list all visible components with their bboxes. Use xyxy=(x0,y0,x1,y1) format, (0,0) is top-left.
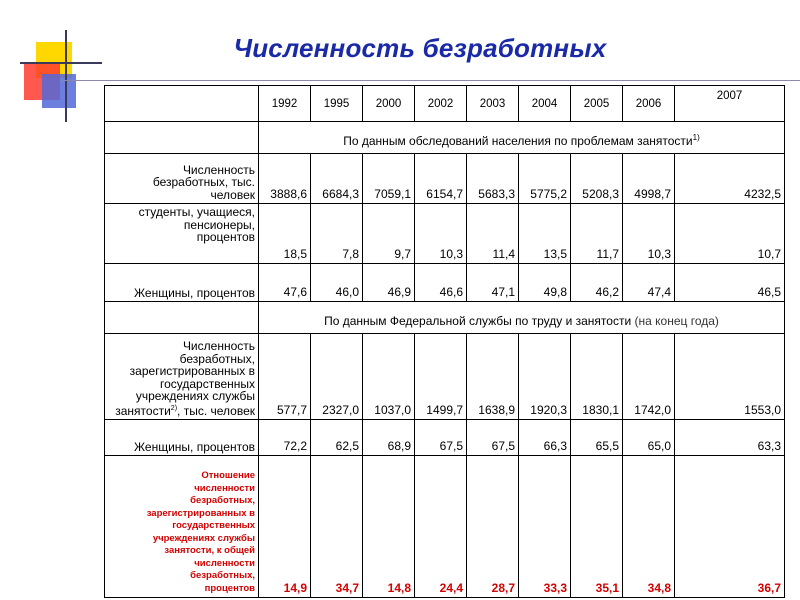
table-cell: 1037,0 xyxy=(363,334,415,420)
table-cell: 72,2 xyxy=(259,420,311,456)
row-label-line: государственных xyxy=(159,376,255,391)
year-header: 2005 xyxy=(571,86,623,122)
row-label-line: процентов xyxy=(204,582,255,594)
table-cell: 14,9 xyxy=(259,456,311,598)
row-label-line: государственных xyxy=(172,520,255,531)
table-row xyxy=(105,154,785,204)
table-cell: 46,5 xyxy=(675,264,785,302)
row-label-line: учреждениях службы xyxy=(152,532,255,544)
table-cell: 66,3 xyxy=(519,420,571,456)
table-row xyxy=(105,204,785,264)
row-label-line: занятости xyxy=(115,403,171,418)
table-row-highlight xyxy=(105,456,785,598)
row-label-line: Численность xyxy=(182,162,255,177)
section-survey-row xyxy=(105,122,785,154)
table-cell: 18,5 xyxy=(259,204,311,264)
table-cell: 67,5 xyxy=(467,420,519,456)
table-cell: 36,7 xyxy=(675,456,785,598)
table-cell: 11,4 xyxy=(467,204,519,264)
table-cell: 35,1 xyxy=(571,456,623,598)
section-title-suffix: (на конец года) xyxy=(634,314,719,328)
row-label-line: , тыс. человек xyxy=(177,403,255,418)
table-cell: 47,6 xyxy=(259,264,311,302)
table-cell: 4232,5 xyxy=(675,154,785,204)
table-cell: 24,4 xyxy=(415,456,467,598)
table-row xyxy=(105,334,785,420)
table-cell: 1920,3 xyxy=(519,334,571,420)
row-label-line: Отношение xyxy=(201,470,255,481)
row-label-registered xyxy=(105,334,259,420)
section-title-text: По данным обследований населения по проблемам занятости xyxy=(343,134,693,148)
year-header: 2000 xyxy=(363,86,415,122)
table-cell: 65,5 xyxy=(571,420,623,456)
table-cell: 47,1 xyxy=(467,264,519,302)
table-cell: 6154,7 xyxy=(415,154,467,204)
table-cell: 10,3 xyxy=(415,204,467,264)
row-label-line: безработных, xyxy=(190,495,255,506)
year-header: 1992 xyxy=(259,86,311,122)
table-cell: 2327,0 xyxy=(311,334,363,420)
table-cell: 7,8 xyxy=(311,204,363,264)
year-header: 2002 xyxy=(415,86,467,122)
row-label-line: пенсионеры, xyxy=(183,217,255,232)
table-cell: 46,9 xyxy=(363,264,415,302)
section-title-survey xyxy=(259,122,785,154)
row-label-line: учреждениях службы xyxy=(135,389,255,403)
table-cell: 577,7 xyxy=(259,334,311,420)
table-cell: 67,5 xyxy=(415,420,467,456)
section-title-text: По данным Федеральной службы по труду и занятости xyxy=(324,314,632,328)
table-cell: 5208,3 xyxy=(571,154,623,204)
table-cell: 1830,1 xyxy=(571,334,623,420)
footnote-marker: 2) xyxy=(170,404,178,412)
year-header: 1995 xyxy=(311,86,363,122)
row-label-ratio xyxy=(105,456,259,598)
table-cell: 14,8 xyxy=(363,456,415,598)
table-cell: 6684,3 xyxy=(311,154,363,204)
row-label-line: зарегистрированных в xyxy=(146,507,255,519)
table-cell: 33,3 xyxy=(519,456,571,598)
row-label-line: безработных, xyxy=(179,351,255,366)
row-label-line: численности xyxy=(194,557,255,569)
table-cell: 4998,7 xyxy=(623,154,675,204)
row-label-students xyxy=(105,204,259,264)
table-row xyxy=(105,420,785,456)
page-title: Численность безработных xyxy=(233,33,607,63)
table-cell: 34,8 xyxy=(623,456,675,598)
row-label-line: процентов xyxy=(196,230,255,244)
row-label-line: человек xyxy=(210,187,255,202)
year-header: 2003 xyxy=(467,86,519,122)
section-title-federal xyxy=(259,302,785,334)
table-cell: 3888,6 xyxy=(259,154,311,204)
table-cell: 49,8 xyxy=(519,264,571,302)
year-header-row xyxy=(105,86,785,122)
table-cell: 5683,3 xyxy=(467,154,519,204)
table-cell: 47,4 xyxy=(623,264,675,302)
table-cell: 1742,0 xyxy=(623,334,675,420)
section-empty-cell xyxy=(105,122,259,154)
table-cell: 1499,7 xyxy=(415,334,467,420)
table-cell: 10,3 xyxy=(623,204,675,264)
table-cell: 9,7 xyxy=(363,204,415,264)
table-cell: 11,7 xyxy=(571,204,623,264)
table-cell: 1553,0 xyxy=(675,334,785,420)
footnote-marker: 1) xyxy=(692,133,700,142)
table-cell: 10,7 xyxy=(675,204,785,264)
title-underline-rule xyxy=(62,80,800,81)
row-label-line: безработных, xyxy=(190,570,255,581)
section-empty-cell xyxy=(105,302,259,334)
table-cell: 63,3 xyxy=(675,420,785,456)
table-cell: 62,5 xyxy=(311,420,363,456)
year-header: 2006 xyxy=(623,86,675,122)
table-cell: 13,5 xyxy=(519,204,571,264)
section-federal-row xyxy=(105,302,785,334)
table-cell: 46,2 xyxy=(571,264,623,302)
table-cell: 5775,2 xyxy=(519,154,571,204)
row-label-line: зарегистрированных в xyxy=(129,364,255,378)
table-row xyxy=(105,264,785,302)
table-cell: 46,6 xyxy=(415,264,467,302)
year-header: 2004 xyxy=(519,86,571,122)
table-cell: 65,0 xyxy=(623,420,675,456)
table-cell: 28,7 xyxy=(467,456,519,598)
row-label-line: численности xyxy=(194,482,255,494)
table-cell: 34,7 xyxy=(311,456,363,598)
row-label-line: Численность xyxy=(182,339,255,353)
year-header: 2007 xyxy=(675,86,785,122)
row-label-unemployed xyxy=(105,154,259,204)
row-label-women: Женщины, процентов xyxy=(105,264,259,302)
header-empty-cell xyxy=(105,86,259,122)
row-label-line: студенты, учащиеся, xyxy=(138,205,255,219)
row-label-line: безработных, тыс. xyxy=(152,175,255,189)
row-label-women: Женщины, процентов xyxy=(105,420,259,456)
table-cell: 68,9 xyxy=(363,420,415,456)
table-cell: 1638,9 xyxy=(467,334,519,420)
unemployment-table xyxy=(104,85,785,598)
table-cell: 46,0 xyxy=(311,264,363,302)
row-label-line: занятости, к общей xyxy=(164,545,255,556)
table-cell: 7059,1 xyxy=(363,154,415,204)
